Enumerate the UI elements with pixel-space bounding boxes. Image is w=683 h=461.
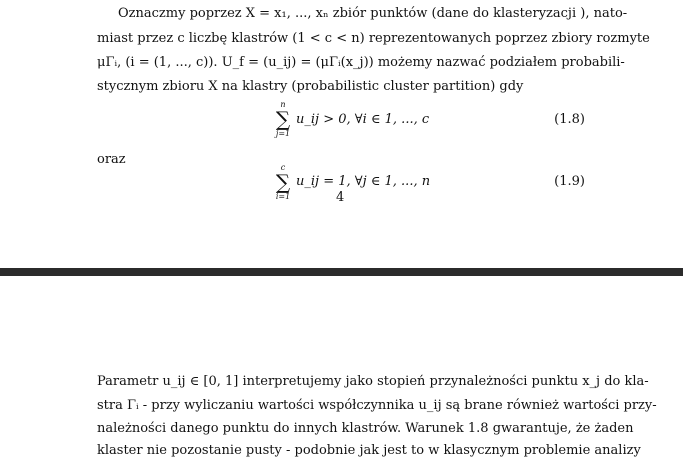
para1-line3: μΓᵢ, (i = (1, ..., c)). U_f = (u_ij) = (μΓᵢ(x_j)) możemy nazwać podziałem probabili- xyxy=(97,55,625,70)
para1-line2: miast przez c liczbę klastrów (1 < c < n) reprezentowanych poprzez zbiory rozmyte xyxy=(97,31,650,46)
eq1-number: (1.8) xyxy=(554,112,585,127)
eq1-body: u_ij > 0, ∀i ∈ 1, ..., c xyxy=(296,112,430,127)
eq1-upper-limit: n xyxy=(280,100,286,109)
para2-line2: stra Γᵢ - przy wyliczaniu wartości współczynnika u_ij są brane również wartości przy- xyxy=(97,398,657,413)
para2-line1: Parametr u_ij ∈ [0, 1] interpretujemy jako stopień przynależności punktu x_j do kla- xyxy=(97,374,649,389)
eq2-body: u_ij = 1, ∀j ∈ 1, ..., n xyxy=(296,174,431,189)
eq2-number: (1.9) xyxy=(554,174,585,189)
page-separator xyxy=(0,268,683,276)
para2-line3: należności danego punktu do innych klastrów. Warunek 1.8 gwarantuje, że żaden xyxy=(97,421,634,436)
eq1-sum-symbol: n ∑ j=1 xyxy=(268,100,298,138)
para1-line1: Oznaczmy poprzez X = x₁, ..., xₙ zbiór punktów (dane do klasteryzacji ), nato- xyxy=(118,6,628,21)
eq2-lower-limit: i=1 xyxy=(275,192,291,201)
para2-line4: klaster nie pozostanie pusty - podobnie jak jest to w klasycznym problemie analizy xyxy=(97,443,641,458)
eq2-upper-limit: c xyxy=(280,163,286,172)
eq1-lower-limit: j=1 xyxy=(275,129,291,138)
para1-line4: stycznym zbioru X na klastry (probabilistic cluster partition) gdy xyxy=(97,79,524,94)
eq2-sum-symbol: c ∑ i=1 xyxy=(268,163,298,201)
oraz-text: oraz xyxy=(97,152,126,167)
document-page-bottom xyxy=(0,276,683,461)
page-number: 4 xyxy=(336,190,345,205)
